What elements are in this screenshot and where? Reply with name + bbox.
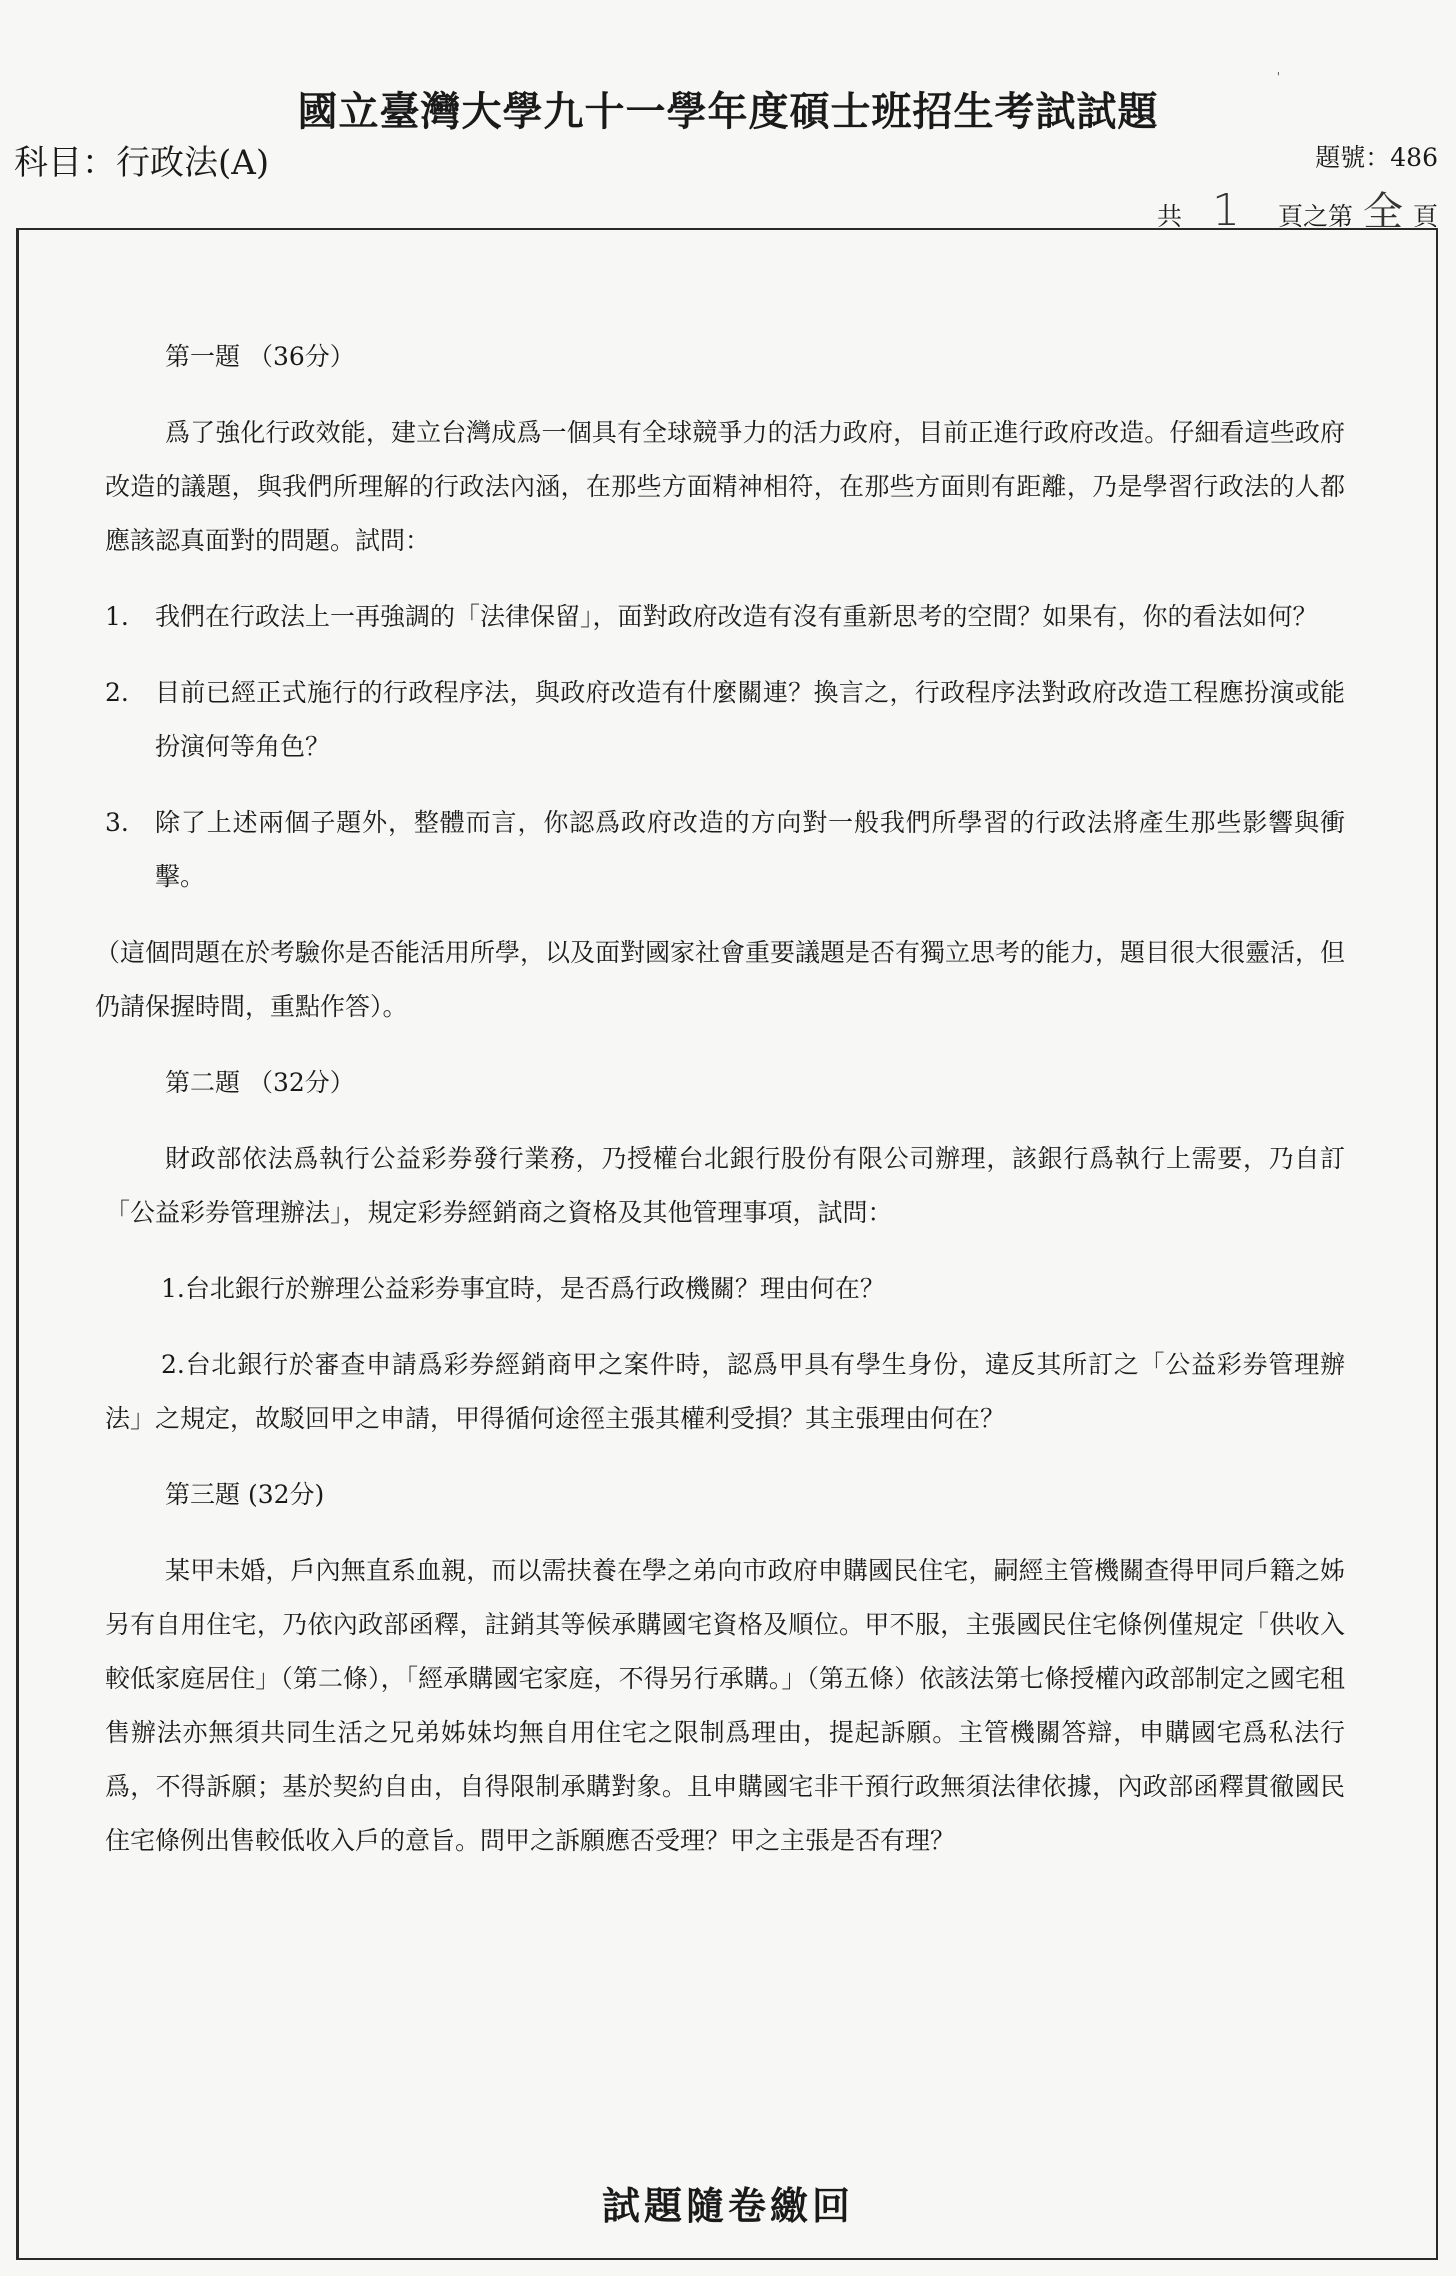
return-notice: 試題隨卷繳回 [601, 2184, 854, 2228]
question-3-heading: 第三題 (32分) [165, 1480, 325, 1509]
page-middle: 頁之第 [1277, 202, 1353, 231]
question-1-note: （這個問題在於考驗你是否能活用所學，以及面對國家社會重要議題是否有獨立思考的能力，題目很大很靈活，但仍請保握時間，重點作答）。 [95, 938, 1346, 1021]
subject-label: 科目：行政法(A) [14, 143, 270, 183]
page-total-handwritten: 1 [1211, 185, 1240, 236]
item-text: 我們在行政法上一再強調的「法律保留」，面對政府改造有沒有重新思考的空間？如果有，你的看法如何？ [155, 602, 1318, 631]
question-2-sub-1: 1.台北銀行於辦理公益彩券事宜時，是否爲行政機關？理由何在？ [161, 1274, 885, 1303]
page-suffix: 頁 [1412, 202, 1438, 231]
question-1-item [105, 796, 1345, 904]
item-text: 除了上述兩個子題外，整體而言，你認爲政府改造的方向對一般我們所學習的行政法將產生那些影響與衝擊。 [155, 808, 1345, 891]
item-number: 1. [105, 602, 129, 631]
exam-content [95, 330, 1346, 1868]
item-number: 3. [105, 808, 129, 837]
question-2-intro: 財政部依法爲執行公益彩券發行業務，乃授權台北銀行股份有限公司辦理，該銀行爲執行上需要，乃自訂「公益彩券管理辦法」，規定彩券經銷商之資格及其他管理事項，試問： [105, 1144, 1345, 1227]
item-number: 2. [105, 678, 129, 707]
question-2-sub-2: 2.台北銀行於審查申請爲彩券經銷商甲之案件時，認爲甲具有學生身份，違反其所訂之「公益彩券管理辦法」之規定，故駁回甲之申請，甲得循何途徑主張其權利受損？其主張理由何在？ [105, 1350, 1345, 1433]
question-1-heading: 第一題 （36分） [165, 342, 355, 371]
page-prefix: 共 [1156, 202, 1182, 231]
question-1-item [105, 666, 1345, 774]
question-3-text: 某甲未婚，戶內無直系血親，而以需扶養在學之弟向市政府申購國民住宅，嗣經主管機關查得甲同戶籍之姊另有自用住宅，乃依內政部函釋，註銷其等候承購國宅資格及順位。甲不服，主張國民住宅條例僅規定「供收入較低家庭居住」（第二條），「經承購國宅家庭，不得另行承購。」（第五條）依該法第七條授權內政部制定之國宅租售辦法亦無須共同生活之兄弟姊妹均無自用住宅之限制爲理由，提起訴願。主管機關答辯，申購國宅爲私法行爲，不得訴願；基於契約自由，自得限制承購對象。且申購國宅非干預行政無須法律依據，內政部函釋貫徹國民住宅條例出售較低收入戶的意旨。問甲之訴願應否受理？甲之主張是否有理？ [105, 1556, 1345, 1855]
question-1-item [105, 590, 1345, 644]
question-2-heading: 第二題 （32分） [165, 1068, 355, 1097]
page-current-handwritten: 全 [1362, 189, 1403, 235]
scan-mark: ' [1276, 70, 1280, 84]
question-number: 題號：486 [1315, 143, 1438, 172]
question-1-intro: 爲了強化行政效能，建立台灣成爲一個具有全球競爭力的活力政府，目前正進行政府改造。仔細看這些政府改造的議題，與我們所理解的行政法內涵，在那些方面精神相符，在那些方面則有距離，乃是學習行政法的人都應該認真面對的問題。試問： [105, 418, 1345, 555]
item-text: 目前已經正式施行的行政程序法，與政府改造有什麼關連？換言之，行政程序法對政府改造工程應扮演或能扮演何等角色？ [155, 678, 1345, 761]
exam-title: 國立臺灣大學九十一學年度碩士班招生考試試題 [297, 88, 1159, 135]
